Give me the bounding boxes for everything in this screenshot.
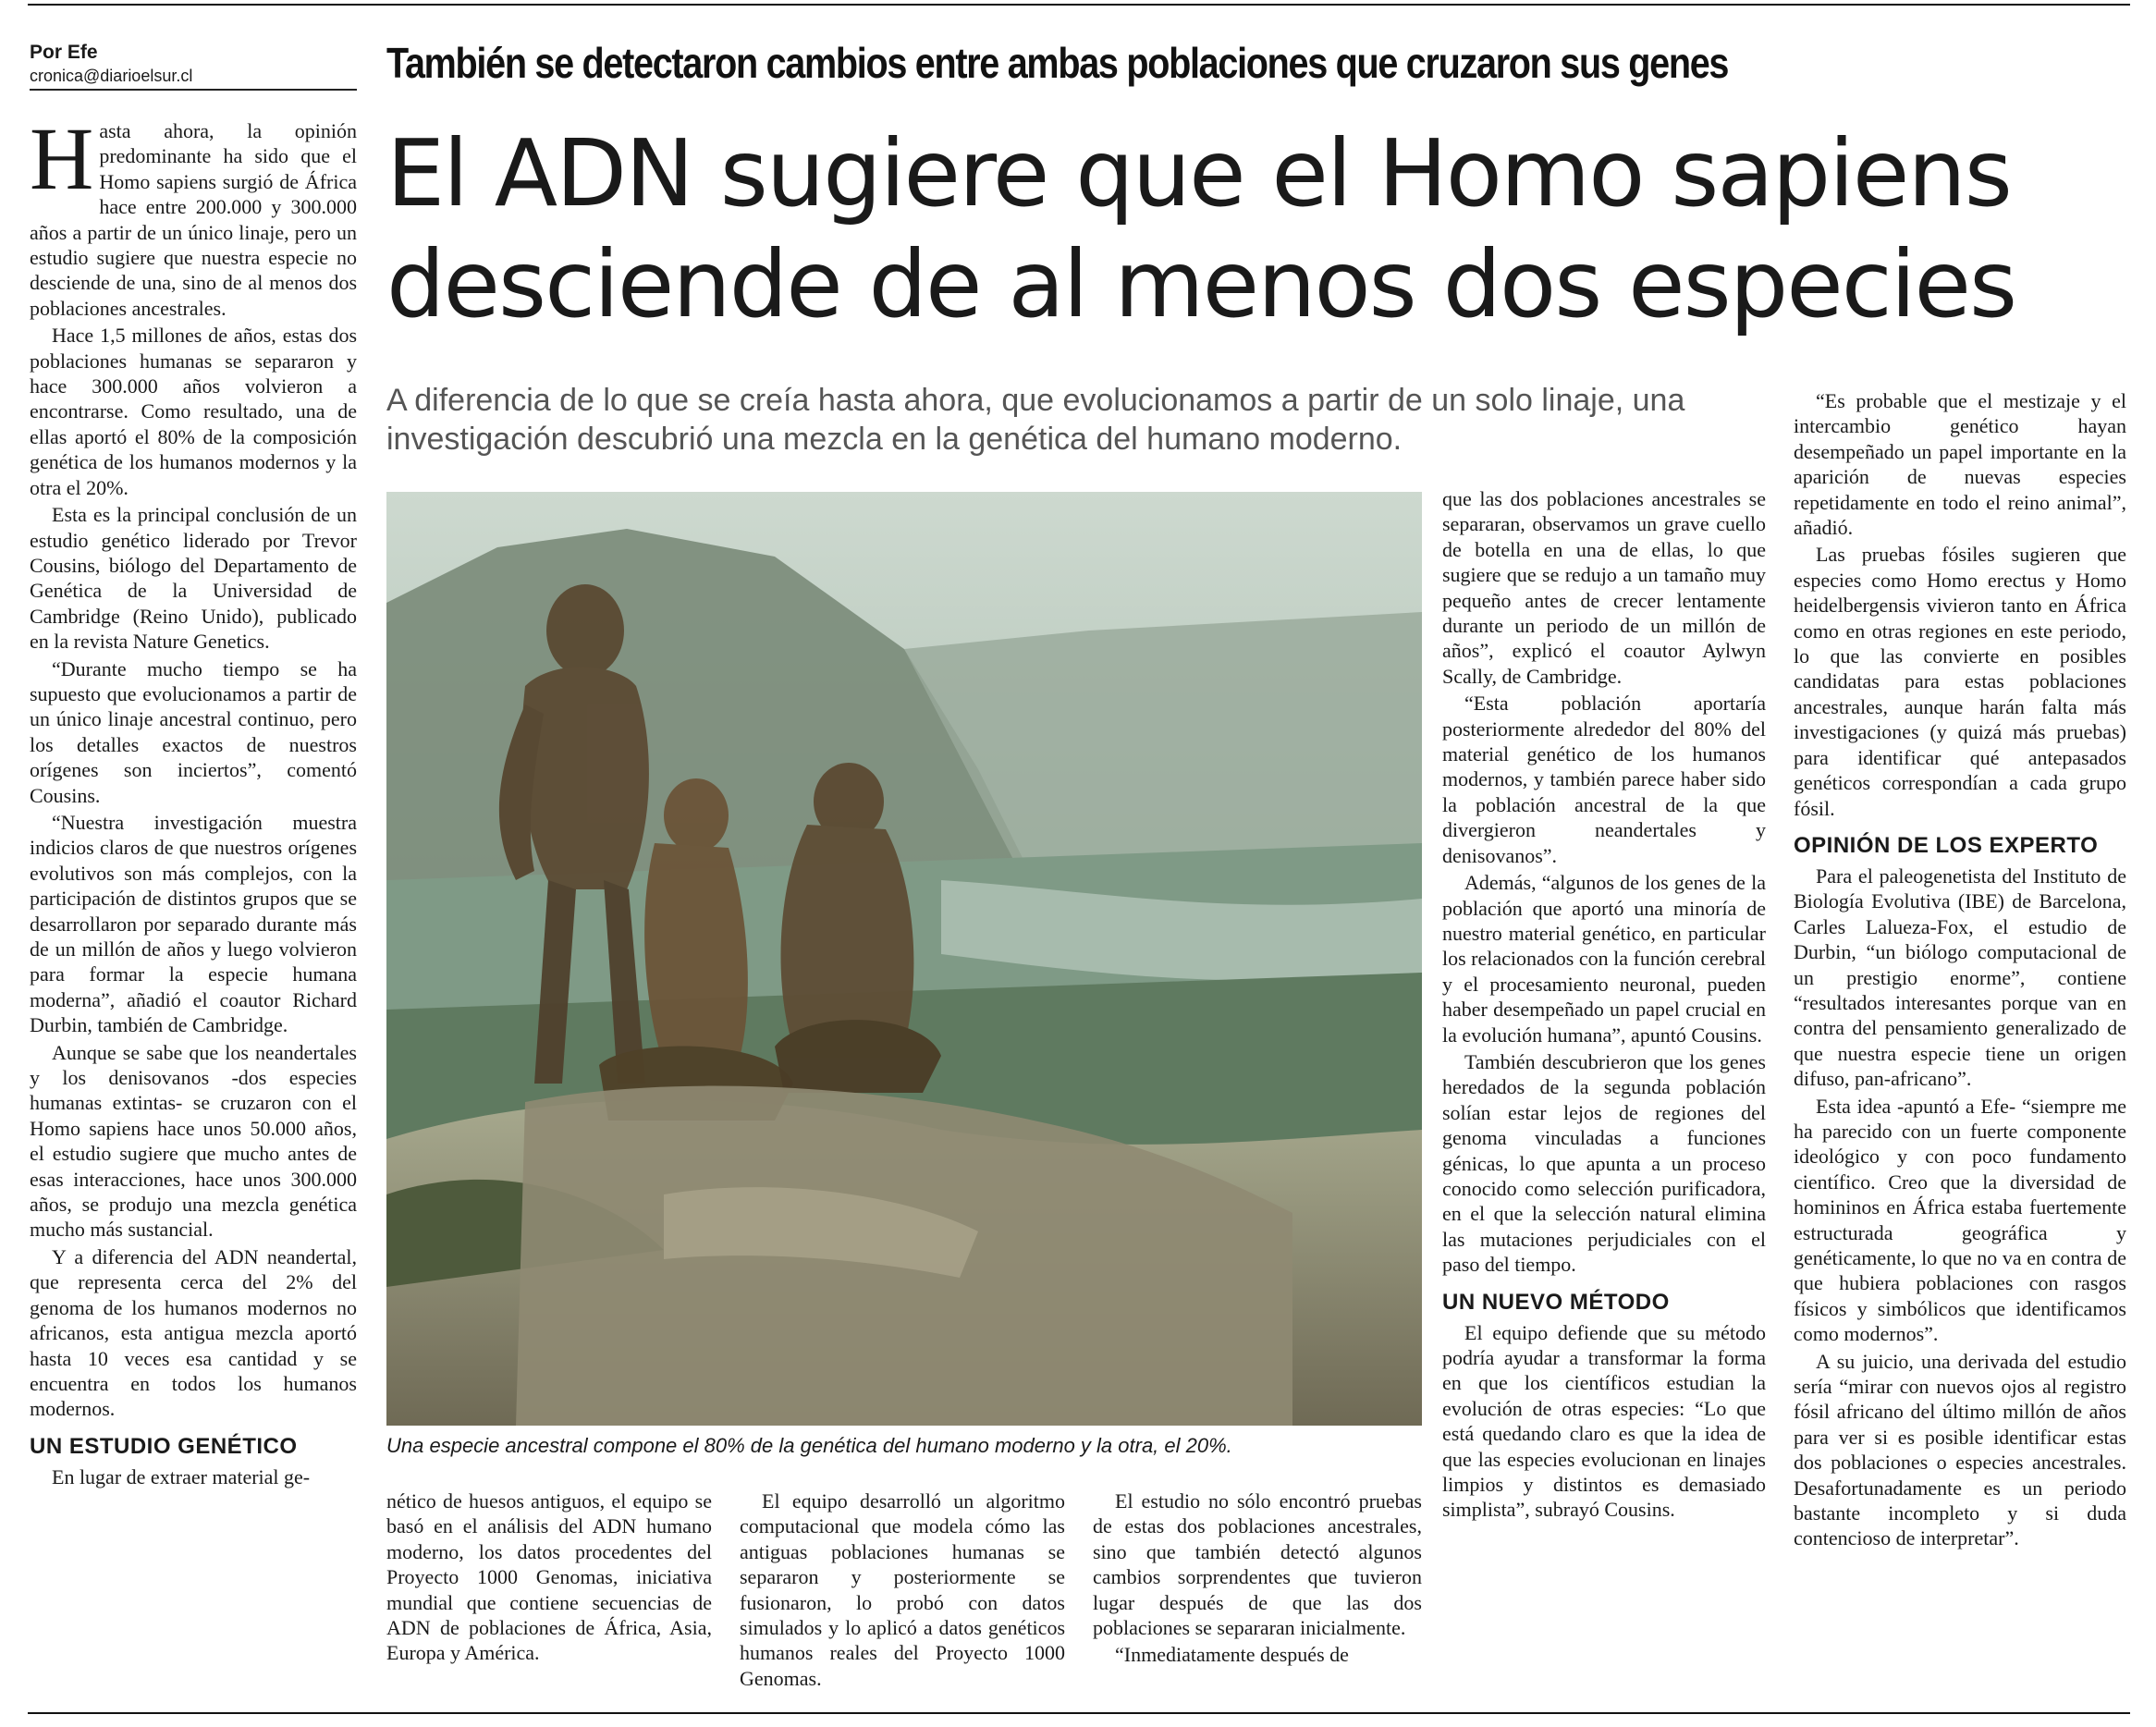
column-1: [30, 118, 357, 1709]
col3-paragraph-1: El equipo desarrolló un algoritmo computacional que modela cómo las antiguas poblaciones humanas se separaron y posteriormente se fusionaron, lo probó con datos simulados y lo aplicó a datos genéticos humanos reales del Proyecto 1000 Genomas.: [740, 1489, 1065, 1690]
column-5: [1442, 486, 1766, 1711]
col6-paragraph-4: Esta idea -apuntó a Efe- “siempre me ha parecido con un fuerte componente ideológico y con poco fundamento científico. Creo que la diversidad de homininos en África estaba fuertemente estructurada geográfica y genéticamente, lo que no va en contra de que hubiera poblaciones con rasgos físicos y simbólicos que identificamos como modernos”.: [1794, 1094, 2126, 1346]
col1-subheading: UN ESTUDIO GENÉTICO: [30, 1433, 298, 1459]
col1-paragraph-6: Aunque se sabe que los neandertales y los denisovanos -dos especies humanas extintas- se cruzaron con el Homo sapiens hace unos 50.000 años, el estudio sugiere que mucho antes de esas interacciones, hace unos 300.000 años, se produjo una mezcla genética mucho más sustancial.: [30, 1040, 357, 1242]
col1-p1-text: asta ahora, la opinión predominante ha sido que el Homo sapiens surgió de África hace entre 200.000 y 300.000 años a partir de un único linaje, pero un estudio sugiere que nuestra especie no desciende de una, sino de al menos dos poblaciones ancestrales.: [30, 119, 357, 320]
col1-paragraph-5: “Nuestra investigación muestra indicios claros de que nuestros orígenes evolutivos son más complejos, con la participación de distintos grupos que se desarrollaron por separado durante más de un millón de años y luego volvieron para formar la especie humana moderna”, añadió el coautor Richard Durbin, también de Cambridge.: [30, 810, 357, 1037]
byline-email: cronica@diarioelsur.cl: [30, 67, 193, 85]
column-4: [1093, 1488, 1422, 1710]
byline-author: Por Efe: [30, 42, 98, 63]
hominin-diorama-image: [386, 492, 1422, 1426]
kicker: También se detectaron cambios entre ambas poblaciones que cruzaron sus genes: [386, 39, 1729, 87]
col6-paragraph-1: “Es probable que el mestizaje y el intercambio genético hayan desempeñado un papel importante en la aparición de nuevas especies repetidamente en todo el reino animal”, añadió.: [1794, 389, 2126, 540]
dek: A diferencia de lo que se creía hasta ahora, que evolucionamos a partir de un solo linaje, una investigación descubrió una mezcla en la genética del humano moderno.: [386, 383, 1685, 457]
col5-subheading: UN NUEVO MÉTODO: [1442, 1289, 1670, 1315]
col2-paragraph-1: nético de huesos antiguos, el equipo se basó en el análisis del ADN humano moderno, los datos procedentes del Proyecto 1000 Genomas, iniciativa mundial que contiene secuencias de ADN de poblaciones de África, Asia, Europa y América.: [386, 1489, 712, 1665]
col6-subheading: OPINIÓN DE LOS EXPERTO: [1794, 832, 2099, 858]
dropcap: H: [30, 118, 94, 208]
bottom-rule: [28, 1712, 2130, 1714]
col1-paragraph-7: Y a diferencia del ADN neandertal, que representa cerca del 2% del genoma de los humanos modernos no africanos, esta antigua mezcla aportó hasta 10 veces esa cantidad y se encuentra en todos los humanos modernos.: [30, 1244, 357, 1421]
col5-paragraph-5: El equipo defiende que su método podría ayudar a transformar la forma en que los científicos estudian la evolución de otras especies: “Lo que está quedando claro es que la idea de que las especies evolucionan en linajes limpios y distintos es demasiado simplista”, subrayó Cousins.: [1442, 1320, 1766, 1522]
column-2: [386, 1488, 712, 1710]
byline: [30, 41, 357, 91]
headline: El ADN sugiere que el Homo sapiens desciende de al menos dos especies: [386, 119, 2016, 338]
column-3: [740, 1488, 1065, 1710]
byline-divider: [30, 89, 357, 91]
col5-paragraph-2: “Esta población aportaría posteriormente alrededor del 80% del material genético de los humanos modernos, y también parece haber sido la población ancestral de la que divergieron neandertales y denisovanos”.: [1442, 692, 1766, 867]
top-rule: [28, 4, 2130, 6]
col1-paragraph-1: [30, 118, 357, 321]
col5-paragraph-1: que las dos poblaciones ancestrales se separaran, observamos un grave cuello de botella en una de ellas, lo que sugiere que se redujo a un tamaño muy pequeño antes de crecer lentamente durante un periodo de un millón de años”, explicó el coautor Aylwyn Scally, de Cambridge.: [1442, 487, 1766, 688]
col1-paragraph-4: “Durante mucho tiempo se ha supuesto que evolucionamos a partir de un único linaje ancestral continuo, pero los detalles exactos de nuestros orígenes son inciertos”, comentó Cousins.: [30, 656, 357, 807]
article-photo: [386, 492, 1422, 1426]
col4-paragraph-1: El estudio no sólo encontró pruebas de estas dos poblaciones ancestrales, sino que también detectó algunos cambios sorprendentes que tuvieron lugar después de que las dos poblaciones se separaran inicialmente.: [1093, 1489, 1422, 1640]
column-6: [1794, 388, 2126, 1710]
photo-caption: Una especie ancestral compone el 80% de la genética del humano moderno y la otra, el 20%.: [386, 1434, 1232, 1457]
col1-paragraph-8: En lugar de extraer material ge-: [52, 1464, 311, 1488]
col5-paragraph-3: Además, “algunos de los genes de la población que aportó una minoría de nuestro material genético, en particular los relacionados con la función cerebral y el procesamiento neuronal, pueden haber desempeñado un papel crucial en la evolución humana”, apuntó Cousins.: [1442, 871, 1766, 1047]
col6-paragraph-3: Para el paleogenetista del Instituto de Biología Evolutiva (IBE) de Barcelona, Carles Lalueza-Fox, el estudio de Durbin, “un biólogo computacional de un prestigio enorme”, contiene “resultados interesantes porque van en contra del pensamiento generalizado de que nuestra especie tiene un origen difuso, pan-africano”.: [1794, 864, 2126, 1091]
col1-paragraph-3: Esta es la principal conclusión de un estudio genético liderado por Trevor Cousins, biólogo del Departamento de Genética de la Universidad de Cambridge (Reino Unido), publicado en la revista Nature Genetics.: [30, 503, 357, 654]
col6-paragraph-2: Las pruebas fósiles sugieren que especies como Homo erectus y Homo heidelbergensis vivieron tanto en África como en otras regiones en este periodo, lo que las convierte en posibles candidatas para estas poblaciones ancestrales, aunque harán falta más investigaciones (y quizá más pruebas) para identificar qué antepasados genéticos correspondían a cada grupo fósil.: [1794, 543, 2126, 820]
col6-paragraph-5: A su juicio, una derivada del estudio sería “mirar con nuevos ojos al registro fósil africano del último millón de años para ver si es posible identificar estas dos poblaciones o especies ancestrales. Desafortunadamente es un periodo bastante incompleto y si duda contencioso de interpretar”.: [1794, 1349, 2126, 1550]
col1-paragraph-2: Hace 1,5 millones de años, estas dos poblaciones humanas se separaron y hace 300.000 años volvieron a encontrarse. Como resultado, una de ellas aportó el 80% de la composición genética de los humanos modernos y la otra el 20%.: [30, 324, 357, 499]
col5-paragraph-4: También descubrieron que los genes heredados de la segunda población solían estar lejos de regiones del genoma vinculadas a funciones génicas, lo que apunta a un proceso conocido como selección purificadora, en el que la selección natural elimina las mutaciones perjudiciales con el paso del tiempo.: [1442, 1049, 1766, 1277]
col4-paragraph-2: “Inmediatamente después de: [1115, 1643, 1349, 1667]
